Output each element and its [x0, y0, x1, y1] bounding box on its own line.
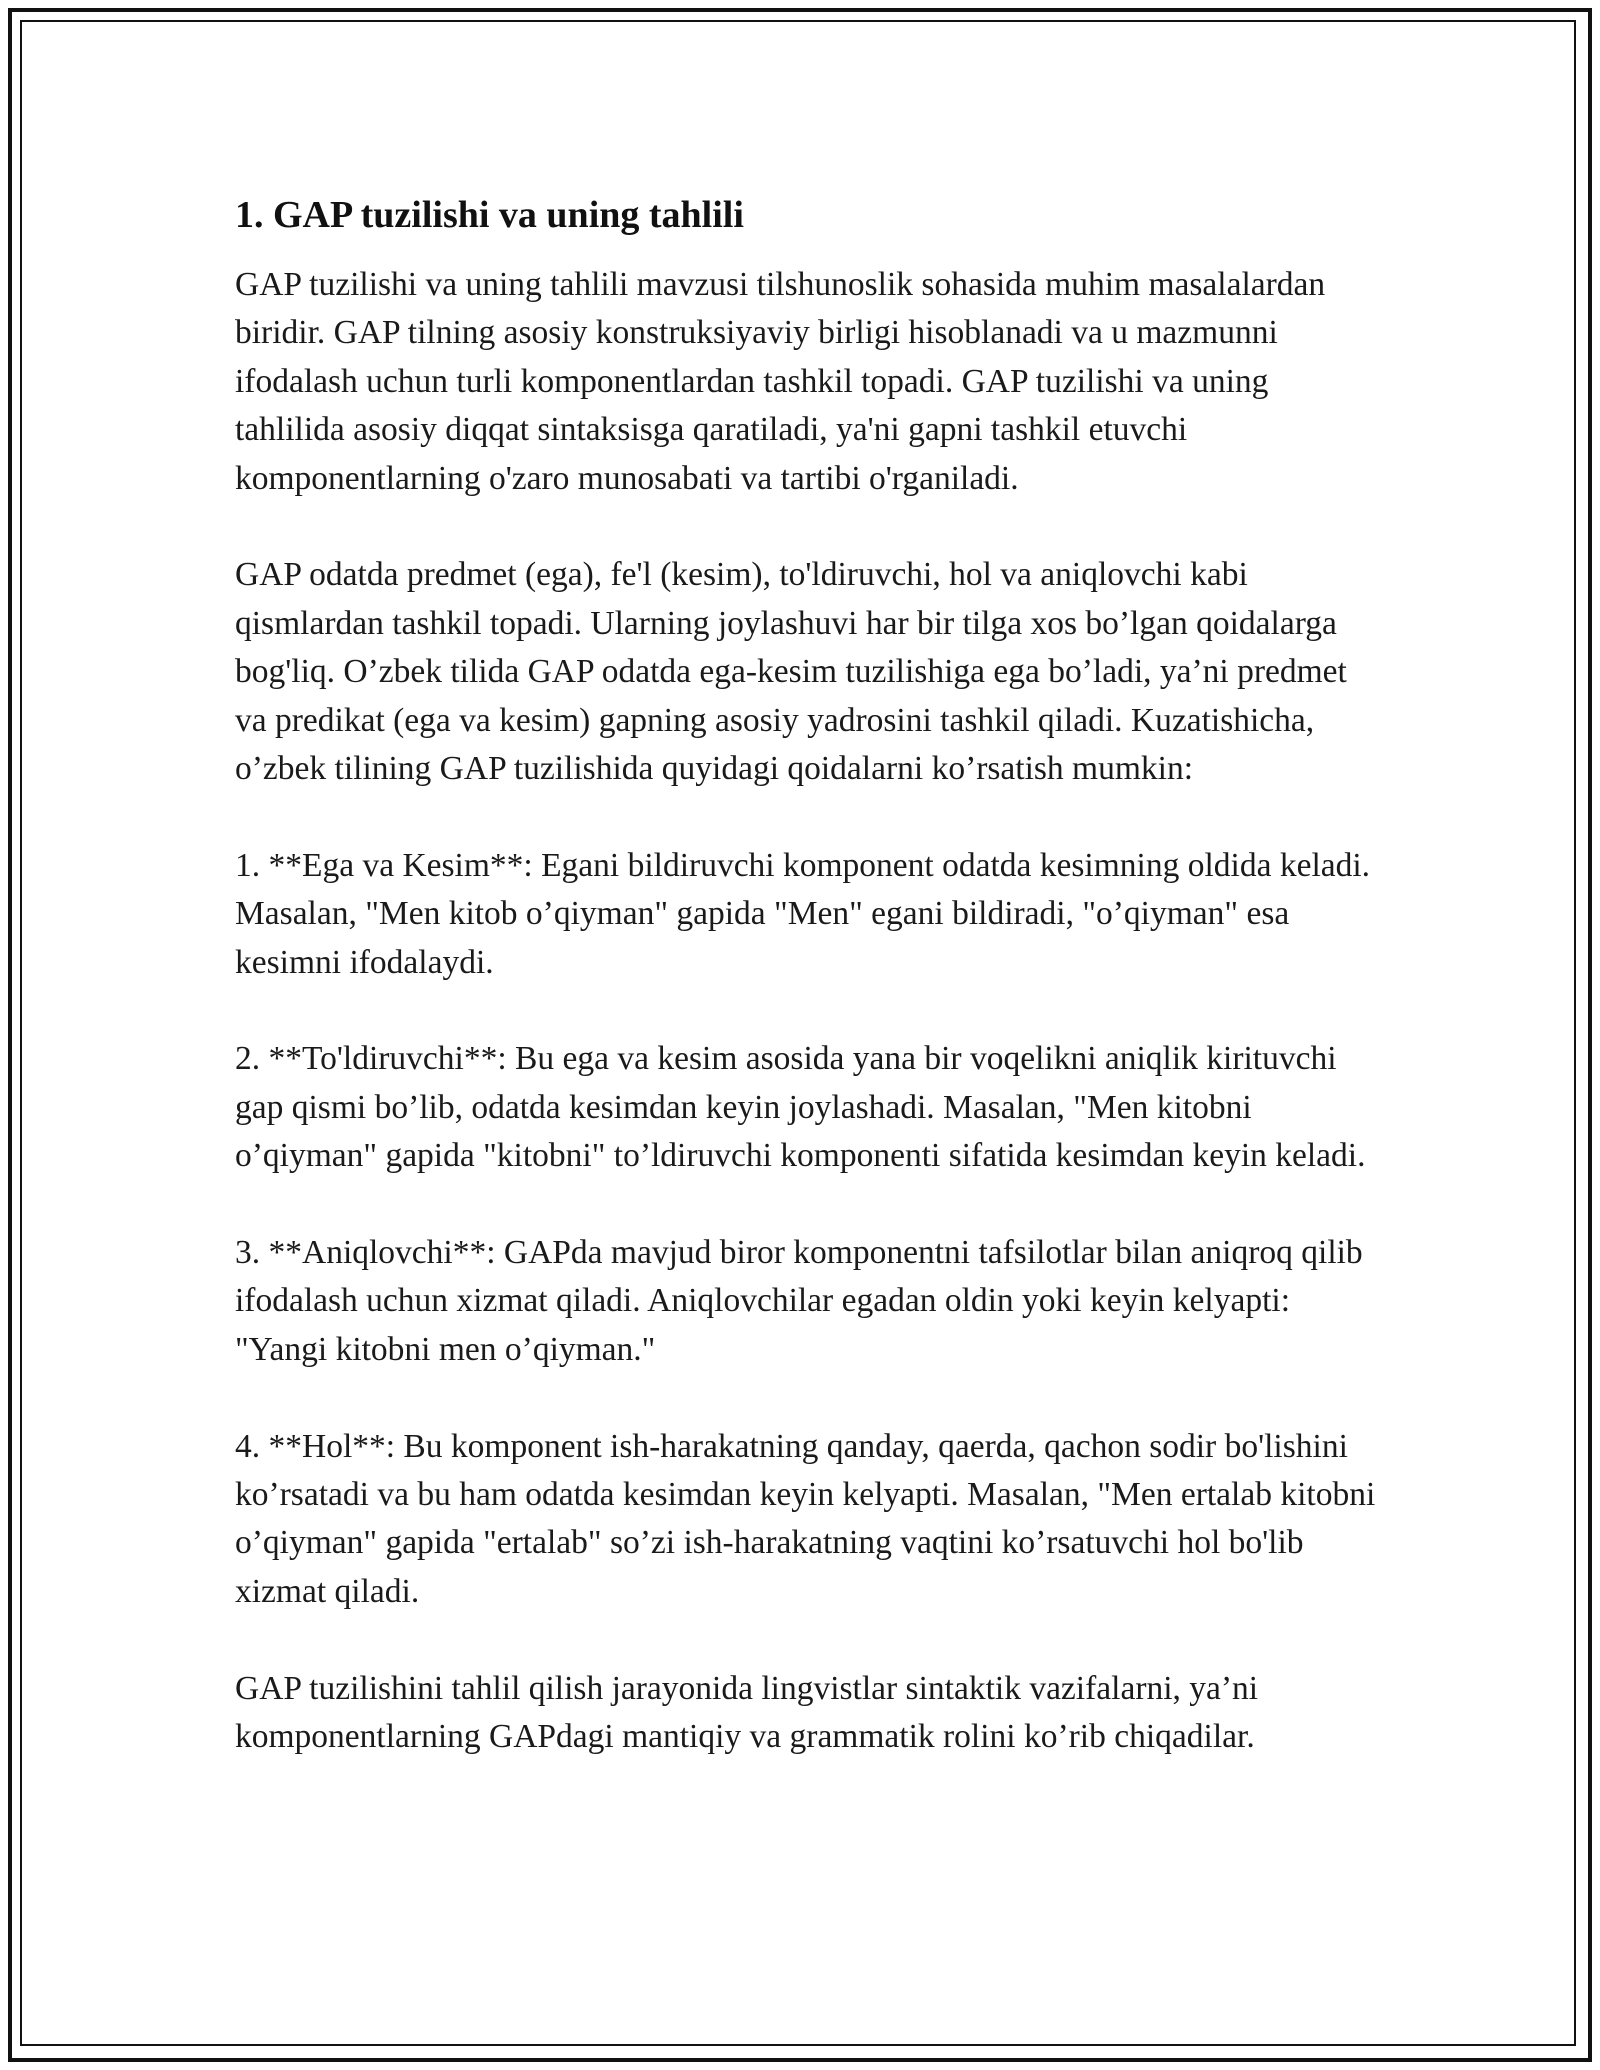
- section-heading: 1. GAP tuzilishi va uning tahlili: [235, 194, 744, 236]
- document-body: [235, 178, 1385, 1810]
- list-item-hol: 4. **Hol**: Bu komponent ish-harakatning qanday, qaerda, qachon sodir bo'lishini ko’rsatadi va bu ham odatda kesimdan keyin kelyapti. Masalan, "Men ertalab kitobni o’qiyman" gapida "ertalab" so’zi ish-harakatning vaqtini ko’rsatuvchi hol bo'lib xizmat qiladi.: [235, 1427, 1376, 1610]
- list-item-toldiruvchi: 2. **To'ldiruvchi**: Bu ega va kesim asosida yana bir voqelikni aniqlik kirituvchi gap qismi bo’lib, odatda kesimdan keyin joylashadi. Masalan, "Men kitobni o’qiyman" gapida "kitobni" to’ldiruvchi komponenti sifatida kesimdan keyin keladi.: [235, 1040, 1366, 1175]
- list-item-ega-kesim: 1. **Ega va Kesim**: Egani bildiruvchi komponent odatda kesimning oldida keladi. Masalan, "Men kitob o’qiyman" gapida "Men" egani bildiradi, "o’qiyman" esa kesimni ifodalaydi.: [235, 846, 1371, 981]
- list-item-aniqlovchi: 3. **Aniqlovchi**: GAPda mavjud biror komponentni tafsilotlar bilan aniqroq qilib ifodalash uchun xizmat qiladi. Aniqlovchilar egadan oldin yoki keyin kelyapti: "Yangi kitobni men o’qiyman.": [235, 1234, 1363, 1368]
- paragraph-conclusion: GAP tuzilishini tahlil qilish jarayonida lingvistlar sintaktik vazifalarni, ya’ni komponentlarning GAPdagi mantiqiy va grammatik rolini ko’rib chiqadilar.: [235, 1669, 1259, 1756]
- paragraph-components: GAP odatda predmet (ega), fe'l (kesim), to'ldiruvchi, hol va aniqlovchi kabi qismlardan tashkil topadi. Ularning joylashuvi har bir tilga xos bo’lgan qoidalarga bog'liq. O’zbek tilida GAP odatda ega-kesim tuzilishiga ega bo’ladi, ya’ni predmet va predikat (ega va kesim) gapning asosiy yadrosini tashkil qiladi. Kuzatishicha, o’zbek tilining GAP tuzilishida quyidagi qoidalarni ko’rsatish mumkin:: [235, 556, 1347, 788]
- paragraph-intro: GAP tuzilishi va uning tahlili mavzusi tilshunoslik sohasida muhim masalalardan biridir. GAP tilning asosiy konstruksiyaviy birligi hisoblanadi va u mazmunni ifodalash uchun turli komponentlardan tashkil topadi. GAP tuzilishi va uning tahlilida asosiy diqqat sintaksisga qaratiladi, ya'ni gapni tashkil etuvchi komponentlarning o'zaro munosabati va tartibi o'rganiladi.: [235, 266, 1326, 497]
